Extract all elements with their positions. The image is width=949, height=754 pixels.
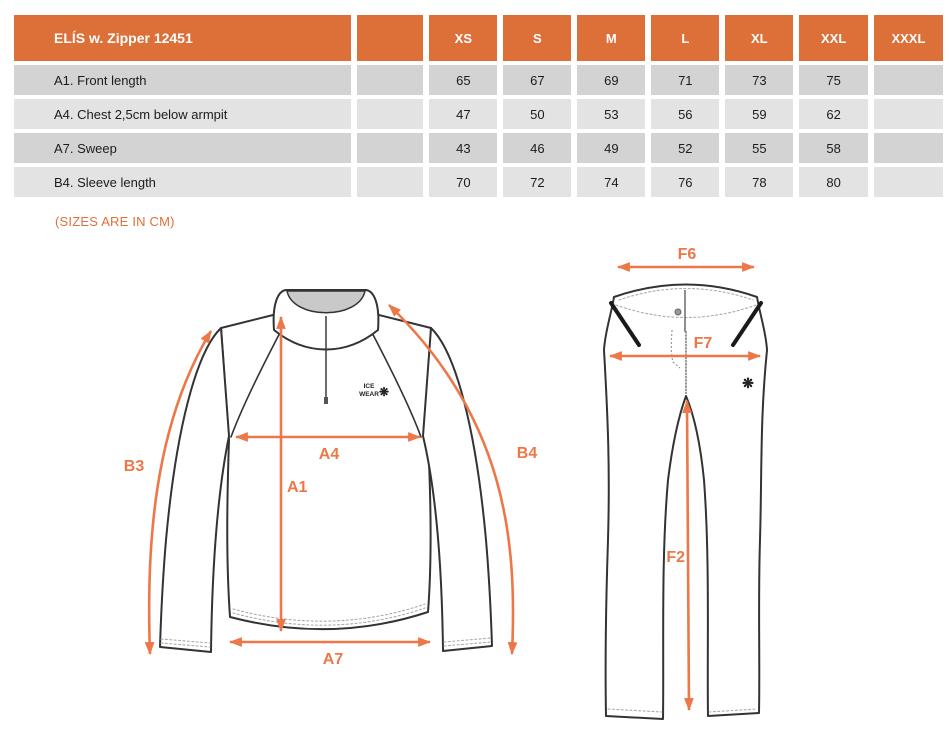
- value-cell: 73: [725, 65, 793, 95]
- row-label: A4. Chest 2,5cm below armpit: [14, 99, 351, 129]
- table-row: [14, 99, 943, 129]
- label-f7: F7: [693, 335, 713, 352]
- value-cell: 56: [651, 99, 719, 129]
- label-a1: A1: [287, 479, 308, 496]
- value-cell: 58: [799, 133, 868, 163]
- pants-diagram: [604, 246, 767, 719]
- value-cell: 76: [651, 167, 719, 197]
- value-cell: 49: [577, 133, 645, 163]
- value-cell: 46: [503, 133, 571, 163]
- value-cell: 71: [651, 65, 719, 95]
- row-label: A7. Sweep: [14, 133, 351, 163]
- pants-body: [604, 285, 767, 720]
- table-row: [14, 65, 943, 95]
- value-cell: 55: [725, 133, 793, 163]
- value-cell: 75: [799, 65, 868, 95]
- label-f2: F2: [666, 549, 685, 566]
- size-header-xl: XL: [725, 15, 793, 61]
- value-cell: [874, 133, 943, 163]
- table-row: [14, 167, 943, 197]
- waist-button: [675, 309, 681, 315]
- table-title: ELÍS w. Zipper 12451: [14, 15, 351, 61]
- sweater-left-sleeve: [160, 328, 229, 652]
- value-cell: 53: [577, 99, 645, 129]
- size-table: [8, 11, 949, 201]
- zipper-pull: [324, 397, 328, 404]
- value-cell: 72: [503, 167, 571, 197]
- table-row: [14, 133, 943, 163]
- sweater-diagram: [124, 290, 538, 668]
- size-header-m: M: [577, 15, 645, 61]
- value-cell: [874, 65, 943, 95]
- logo-text-line1: ICE: [363, 383, 375, 390]
- pants-snowflake-icon: ❋: [742, 375, 754, 391]
- value-cell: 52: [651, 133, 719, 163]
- row-spacer-cell: [357, 133, 423, 163]
- sweater-right-sleeve: [423, 328, 492, 651]
- value-cell: [874, 99, 943, 129]
- size-table-header: [14, 15, 943, 61]
- header-spacer-cell: [357, 15, 423, 61]
- value-cell: 50: [503, 99, 571, 129]
- value-cell: 47: [429, 99, 497, 129]
- label-b3: B3: [123, 458, 145, 475]
- size-header-xxl: XXL: [799, 15, 868, 61]
- sizes-note: (SIZES ARE IN CM): [55, 214, 175, 229]
- row-spacer-cell: [357, 65, 423, 95]
- logo-text-line2: WEAR: [359, 391, 379, 398]
- value-cell: 67: [503, 65, 571, 95]
- size-header-l: L: [651, 15, 719, 61]
- row-label: B4. Sleeve length: [14, 167, 351, 197]
- value-cell: 69: [577, 65, 645, 95]
- size-table-body: [14, 65, 943, 197]
- value-cell: 74: [577, 167, 645, 197]
- arrow-f2: [687, 401, 689, 710]
- row-label: A1. Front length: [14, 65, 351, 95]
- value-cell: 65: [429, 65, 497, 95]
- label-f6: F6: [677, 246, 697, 263]
- label-a4: A4: [318, 446, 340, 463]
- size-header-xs: XS: [429, 15, 497, 61]
- measurement-diagrams: [0, 238, 949, 754]
- value-cell: 62: [799, 99, 868, 129]
- row-spacer-cell: [357, 167, 423, 197]
- label-b4: B4: [516, 445, 538, 462]
- value-cell: 43: [429, 133, 497, 163]
- snowflake-icon: ❋: [378, 385, 390, 399]
- size-header-xxxl: XXXL: [874, 15, 943, 61]
- icewear-logo: [359, 383, 389, 399]
- value-cell: 80: [799, 167, 868, 197]
- row-spacer-cell: [357, 99, 423, 129]
- label-a7: A7: [322, 651, 344, 668]
- size-header-s: S: [503, 15, 571, 61]
- value-cell: 59: [725, 99, 793, 129]
- value-cell: 78: [725, 167, 793, 197]
- value-cell: [874, 167, 943, 197]
- value-cell: 70: [429, 167, 497, 197]
